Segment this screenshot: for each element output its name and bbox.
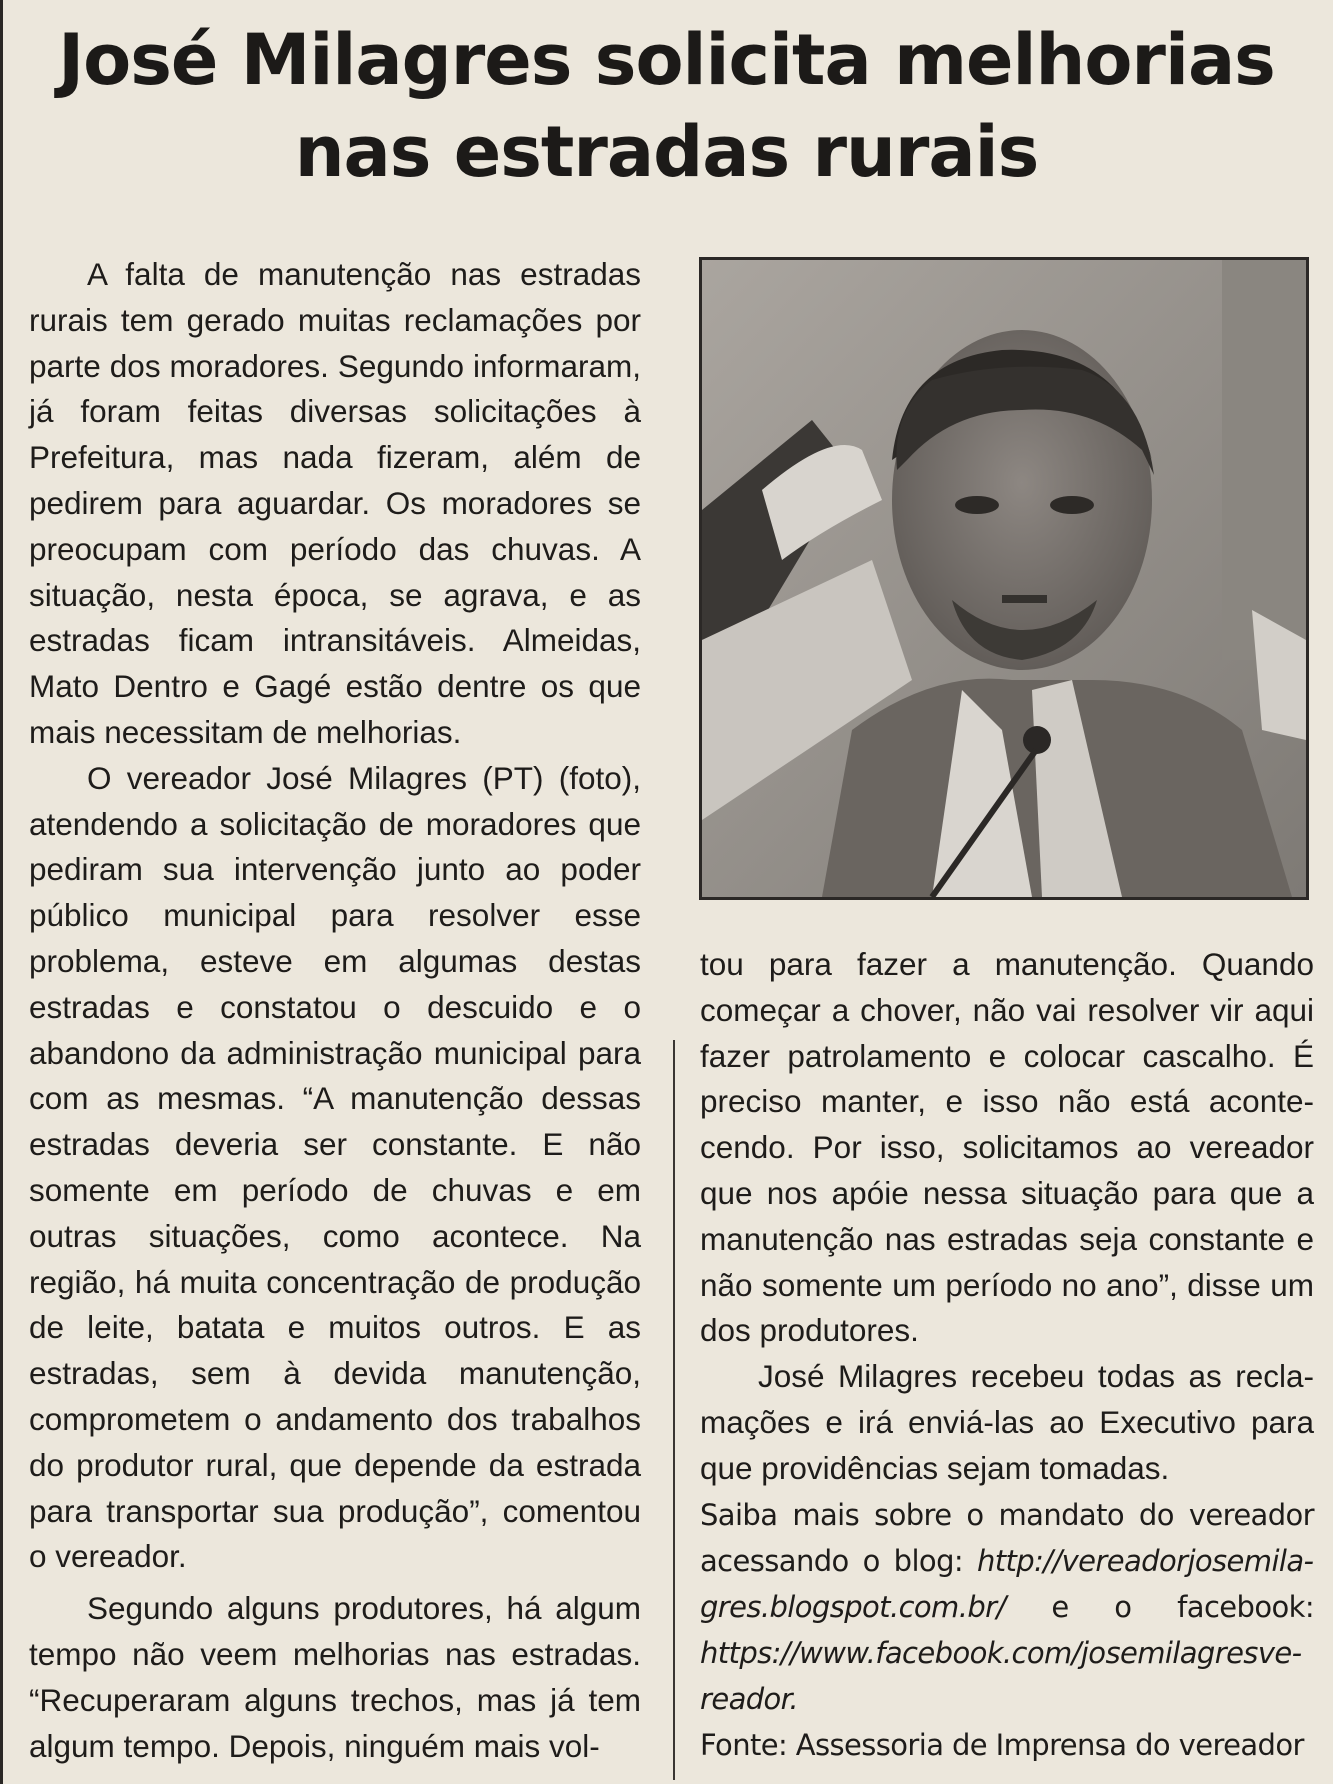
more-info-note	[700, 1492, 1314, 1722]
headline-line-1: José Milagres solicita melhorias	[58, 19, 1275, 101]
portrait-image	[702, 260, 1306, 897]
blog-link[interactable]: http://vereadorjosemilagres.blogspot.com.br/	[700, 1543, 1314, 1624]
headline-line-2: nas estradas rurais	[294, 111, 1039, 193]
more-info-prefix: Saiba mais sobre o mandato do vereador acessando o blog:	[700, 1497, 1314, 1578]
facebook-link[interactable]: https://www.facebook.com/josemilagresvereador.	[700, 1635, 1303, 1716]
article-column-right	[700, 942, 1314, 1768]
paragraph-3-part-2: tou para fazer a manutenção. Quando começar a chover, não vai resolver vir aqui fazer patrolamento e colocar cascalho. É preciso manter, e isso não está acontecendo. Por isso, solicitamos ao vereador que nos apóie nessa situação para que a manutenção nas estradas seja constante e não somente um período no ano”, disse um dos produtores.	[700, 946, 1314, 1349]
councilman-photo	[699, 257, 1309, 900]
paragraph-1: A falta de manutenção nas estradas rurais tem gerado muitas reclamações por parte dos moradores. Segundo informaram, já foram feitas diversas solicitações à Prefeitura, mas nada fizeram, além de pedirem para aguardar. Os moradores se preocupam com período das chuvas. A situação, nesta época, se agrava, e as estradas ficam intransitáveis. Almeidas, Mato Dentro e Gagé estão dentre os que mais necessitam de melhorias.	[29, 256, 641, 750]
page-edge-rule	[0, 0, 3, 1784]
paragraph-3-part-1: Segundo alguns produtores, há algum tempo não veem melhorias nas estradas. “Recuperaram alguns trechos, mas já tem algum tempo. Depois, ninguém mais vol-	[29, 1590, 641, 1764]
article-headline	[20, 14, 1313, 198]
paragraph-4: José Milagres recebeu todas as reclamações e irá enviá-las ao Executivo para que providências sejam tomadas.	[700, 1358, 1314, 1486]
source-credit: Fonte: Assessoria de Imprensa do vereador	[700, 1727, 1304, 1762]
more-info-mid: e o facebook:	[1005, 1589, 1314, 1624]
article-column-left	[29, 252, 641, 1769]
paragraph-2: O vereador José Milagres (PT) (foto), atendendo a solicitação de moradores que pediram sua intervenção junto ao poder público municipal para resolver esse problema, esteve em algumas destas estradas e constatou o descuido e o abandono da administração municipal para com as mesmas. “A manutenção dessas estradas deveria ser constante. E não somente em período de chuvas e em outras situações, como acontece. Na região, há muita concentração de produção de leite, batata e muitos outros. E as estradas, sem à devida manutenção, comprometem o andamento dos trabalhos do produtor rural, que depende da estrada para transportar sua produção”, comentou o vereador.	[29, 759, 641, 1575]
column-divider	[673, 1040, 675, 1780]
